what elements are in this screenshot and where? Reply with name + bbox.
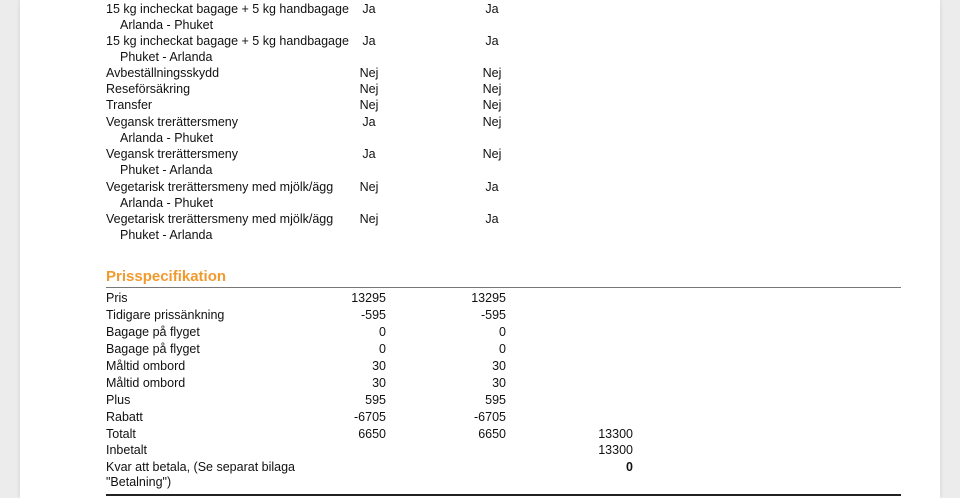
price-total: 0 <box>626 460 633 474</box>
service-value-traveller-1: Ja <box>362 2 376 16</box>
price-row-label: Bagage på flyget <box>106 342 200 356</box>
service-name: 15 kg incheckat bagage + 5 kg handbagage <box>106 34 349 48</box>
price-row-label: Måltid ombord <box>106 376 186 390</box>
price-row-label: Bagage på flyget <box>106 325 200 339</box>
price-value-traveller-2: 30 <box>492 359 506 373</box>
price-row-label-cont: "Betalning") <box>106 475 172 489</box>
service-value-traveller-1: Nej <box>359 180 379 194</box>
price-row-label: Tidigare prissänkning <box>106 308 225 322</box>
price-row-label: Totalt <box>106 427 136 441</box>
service-value-traveller-1: Nej <box>359 98 379 112</box>
service-value-traveller-1: Ja <box>362 34 376 48</box>
service-value-traveller-2: Nej <box>482 147 502 161</box>
price-row-label: Pris <box>106 291 128 305</box>
service-route: Phuket - Arlanda <box>120 228 213 242</box>
price-total: 13300 <box>598 427 633 441</box>
price-value-traveller-1: -595 <box>360 308 386 322</box>
price-value-traveller-1: 0 <box>379 325 386 339</box>
service-name: Reseförsäkring <box>106 82 191 96</box>
price-row-label: Inbetalt <box>106 443 148 457</box>
divider-bottom <box>106 494 901 496</box>
service-value-traveller-1: Nej <box>359 212 379 226</box>
service-value-traveller-2: Nej <box>482 98 502 112</box>
service-value-traveller-2: Ja <box>485 180 499 194</box>
service-name: Vegetarisk trerättersmeny med mjölk/ägg <box>106 212 334 226</box>
price-value-traveller-2: 0 <box>499 342 506 356</box>
service-name: Vegansk trerättersmeny <box>106 147 239 161</box>
service-route: Phuket - Arlanda <box>120 50 213 64</box>
service-route: Arlanda - Phuket <box>120 196 214 210</box>
section-title-price-specification: Prisspecifikation <box>106 268 227 285</box>
price-row-label: Måltid ombord <box>106 359 186 373</box>
price-value-traveller-1: 30 <box>372 376 386 390</box>
price-value-traveller-1: 595 <box>365 393 386 407</box>
price-value-traveller-2: -6705 <box>474 410 506 424</box>
service-value-traveller-2: Nej <box>482 115 502 129</box>
service-value-traveller-1: Ja <box>362 115 376 129</box>
price-value-traveller-1: -6705 <box>354 410 386 424</box>
price-row-label: Plus <box>106 393 131 407</box>
price-value-traveller-2: 6650 <box>478 427 506 441</box>
service-value-traveller-2: Nej <box>482 66 502 80</box>
divider <box>106 287 901 288</box>
service-name: Avbeställningsskydd <box>106 66 220 80</box>
price-value-traveller-2: 13295 <box>471 291 506 305</box>
price-value-traveller-1: 0 <box>379 342 386 356</box>
price-total: 13300 <box>598 443 633 457</box>
price-value-traveller-1: 13295 <box>351 291 386 305</box>
service-value-traveller-1: Ja <box>362 147 376 161</box>
service-value-traveller-2: Ja <box>485 2 499 16</box>
service-name: Vegansk trerättersmeny <box>106 115 239 129</box>
price-value-traveller-2: -595 <box>480 308 506 322</box>
price-value-traveller-1: 6650 <box>358 427 386 441</box>
service-value-traveller-1: Nej <box>359 82 379 96</box>
service-name: Transfer <box>106 98 153 112</box>
service-value-traveller-2: Ja <box>485 212 499 226</box>
price-row-label: Rabatt <box>106 410 143 424</box>
service-name: Vegetarisk trerättersmeny med mjölk/ägg <box>106 180 334 194</box>
service-value-traveller-2: Nej <box>482 82 502 96</box>
price-value-traveller-1: 30 <box>372 359 386 373</box>
service-route: Arlanda - Phuket <box>120 131 214 145</box>
service-value-traveller-1: Nej <box>359 66 379 80</box>
price-value-traveller-2: 0 <box>499 325 506 339</box>
service-name: 15 kg incheckat bagage + 5 kg handbagage <box>106 2 349 16</box>
price-value-traveller-2: 30 <box>492 376 506 390</box>
service-route: Phuket - Arlanda <box>120 163 213 177</box>
price-value-traveller-2: 595 <box>485 393 506 407</box>
service-route: Arlanda - Phuket <box>120 18 214 32</box>
service-value-traveller-2: Ja <box>485 34 499 48</box>
price-row-label: Kvar att betala, (Se separat bilaga <box>106 460 296 474</box>
